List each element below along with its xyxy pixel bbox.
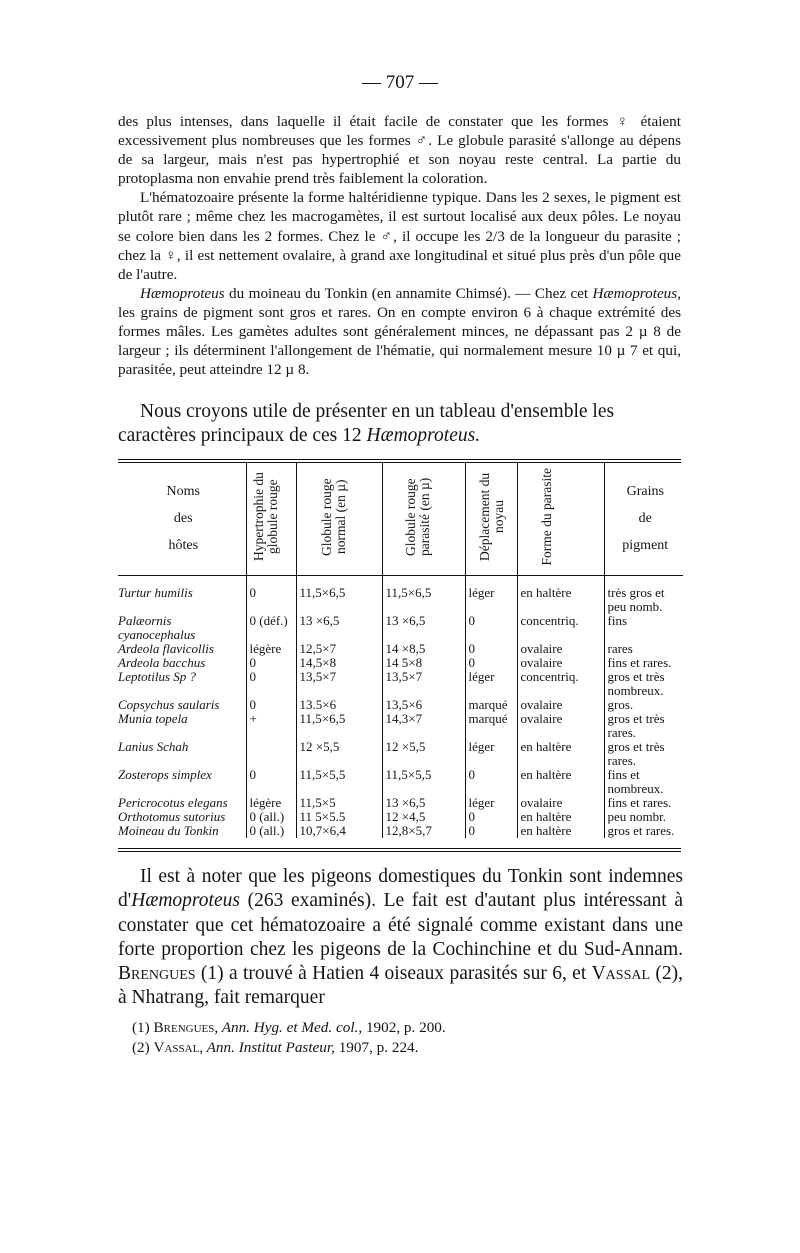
- pigment-grains-cell: gros et très rares.: [604, 740, 683, 768]
- nucleus-displacement-cell: marqué: [465, 698, 517, 712]
- genus-name: Hæmoproteus: [140, 284, 225, 302]
- header-grains-line2: de: [638, 511, 652, 526]
- pigment-grains-cell: gros.: [604, 698, 683, 712]
- body-text-a: Il est à noter que les pigeons domestiques du Tonkin sont indemnes d': [118, 866, 683, 912]
- footnotes: [118, 1018, 683, 1057]
- table-row: [118, 740, 683, 768]
- table-intro: [118, 400, 681, 448]
- body-text-c: (1) a trouvé à Hatien 4 oiseaux parasités sur 6, et: [195, 963, 592, 985]
- pigment-grains-cell: gros et rares.: [604, 824, 683, 838]
- normal-size-cell: 12,5×7: [296, 642, 382, 656]
- pigment-grains-cell: très gros et peu nomb.: [604, 586, 683, 614]
- nucleus-displacement-cell: 0: [465, 768, 517, 796]
- normal-size-cell: 14,5×8: [296, 656, 382, 670]
- normal-size-cell: 11,5×6,5: [296, 586, 382, 614]
- parasited-size-cell: 14,3×7: [382, 712, 465, 740]
- parasite-shape-cell: en haltère: [517, 810, 604, 824]
- parasited-size-cell: 13,5×6: [382, 698, 465, 712]
- header-hypertrophy: [246, 462, 296, 576]
- table-row: [118, 698, 683, 712]
- hypertrophy-cell: 0 (all.): [246, 824, 296, 838]
- hypertrophy-cell: 0: [246, 656, 296, 670]
- host-name-cell: Munia topela: [118, 711, 188, 726]
- main-body-text: [118, 865, 683, 1011]
- header-parasited-label: Globule rouge parasité (en µ): [403, 477, 432, 557]
- pigment-grains-cell: fins: [604, 614, 683, 642]
- author-vassal: Vassal: [591, 963, 651, 985]
- paragraph-hematozoaire: L'hématozoaire présente la forme haltéridienne typique. Dans les 2 sexes, le pigment est plutôt rare ; même chez les macrogamètes, il est surtout localisé aux deux pôles. Le noyau se colore bien dans les 2 formes. Chez le ♂, il occupe les 2/3 de la longueur du parasite ; chez la ♀, il est nettement ovalaire, à grand axe longitudinal et situé plus près d'un pôle que de l'autre.: [118, 189, 681, 283]
- intro-text: Nous croyons utile de présenter en un tableau d'ensemble les caractères principaux de ces 12: [118, 401, 615, 446]
- footnote-2-number: (2): [132, 1038, 154, 1056]
- parasite-shape-cell: ovalaire: [517, 698, 604, 712]
- parasite-shape-cell: en haltère: [517, 740, 604, 768]
- table-row: [118, 586, 683, 614]
- hypertrophy-cell: +: [246, 712, 296, 740]
- normal-size-cell: 11,5×5: [296, 796, 382, 810]
- normal-size-cell: 13,5×7: [296, 670, 382, 698]
- table-row: [118, 656, 683, 670]
- parasited-size-cell: 14 5×8: [382, 656, 465, 670]
- header-grains-line1: Grains: [626, 484, 664, 499]
- pigment-grains-cell: rares: [604, 642, 683, 656]
- footnote-2: [118, 1038, 683, 1058]
- pigment-grains-cell: peu nombr.: [604, 810, 683, 824]
- footnote-2-ref: 1907, p. 224.: [334, 1038, 419, 1056]
- pigment-grains-cell: fins et rares.: [604, 656, 683, 670]
- normal-size-cell: 13 ×6,5: [296, 614, 382, 642]
- table-row: [118, 712, 683, 740]
- table-row: [118, 810, 683, 824]
- header-grains: [604, 462, 683, 576]
- moineau-text-a: du moineau du Tonkin (en annamite Chimsé). — Chez cet: [224, 284, 593, 302]
- body-genus: Hæmoproteus: [131, 890, 240, 912]
- parasite-shape-cell: en haltère: [517, 768, 604, 796]
- normal-size-cell: 11 5×5.5: [296, 810, 382, 824]
- nucleus-displacement-cell: léger: [465, 740, 517, 768]
- parasite-shape-cell: ovalaire: [517, 796, 604, 810]
- host-name-cell: Palæornis cyanocephalus: [118, 613, 196, 642]
- header-normal-label: Globule rouge normal (en µ): [318, 478, 348, 556]
- footnote-1-number: (1): [132, 1019, 154, 1036]
- parasite-shape-cell: en haltère: [517, 586, 604, 614]
- header-shape-label: Forme du parasite: [539, 468, 554, 566]
- header-names-line1: Noms: [166, 484, 200, 499]
- paragraph-moineau: [118, 284, 681, 379]
- normal-size-cell: 11,5×6,5: [296, 712, 382, 740]
- normal-size-cell: 11,5×5,5: [296, 768, 382, 796]
- parasited-size-cell: 11,5×6,5: [382, 586, 465, 614]
- nucleus-displacement-cell: 0: [465, 810, 517, 824]
- nucleus-displacement-cell: léger: [465, 586, 517, 614]
- paragraph-formes: des plus intenses, dans laquelle il était facile de constater que les formes ♀ étaient excessivement plus nombreuses que les formes ♂. Le globule parasité s'allonge au dépens de sa largeur, mais n'est pas hypertrophié et son noyau reste central. La partie du protoplasma non envahie prend très faiblement la coloration.: [118, 113, 681, 188]
- hypertrophy-cell: 0: [246, 670, 296, 698]
- nucleus-displacement-cell: marqué: [465, 712, 517, 740]
- pigment-grains-cell: gros et très nombreux.: [604, 670, 683, 698]
- host-name-cell: Ardeola flavicollis: [118, 641, 214, 656]
- hypertrophy-cell: 0: [246, 768, 296, 796]
- parasite-shape-cell: concentriq.: [517, 614, 604, 642]
- table-header-row: [118, 462, 683, 576]
- header-displacement-label: Déplacement du noyau: [476, 472, 506, 562]
- table-top-rule: [118, 459, 681, 460]
- parasited-size-cell: 12 ×4,5: [382, 810, 465, 824]
- host-name-cell: Lanius Schah: [118, 739, 189, 754]
- table-body: [118, 576, 683, 839]
- body-text-b: (263 examinés). Le fait est d'autant plus intéressant à constater que cet hématozoaire a été signalé comme existant dans une forte proportion chez les pigeons de la Cochinchine et du Sud-Annam.: [118, 890, 683, 960]
- footnote-1-journal: Ann. Hyg. et Med. col.,: [218, 1019, 363, 1036]
- host-name-cell: Orthotomus sutorius: [118, 809, 226, 824]
- footnote-1-ref: 1902, p. 200.: [362, 1019, 446, 1036]
- header-hypertrophy-label: Hypertrophie du globule rouge: [250, 472, 280, 562]
- footnote-1-author: Brengues,: [153, 1019, 219, 1036]
- hypertrophy-cell: légère: [246, 642, 296, 656]
- normal-size-cell: 13.5×6: [296, 698, 382, 712]
- page-number: — 707 —: [362, 72, 438, 93]
- parasited-size-cell: 13 ×6,5: [382, 796, 465, 810]
- host-name-cell: Turtur humilis: [118, 585, 193, 600]
- table-row: [118, 642, 683, 656]
- normal-size-cell: 12 ×5,5: [296, 740, 382, 768]
- parasite-shape-cell: ovalaire: [517, 656, 604, 670]
- nucleus-displacement-cell: 0: [465, 656, 517, 670]
- hypertrophy-cell: légère: [246, 796, 296, 810]
- table-bottom-rule: [118, 848, 681, 849]
- parasited-size-cell: 12,8×5,7: [382, 824, 465, 838]
- nucleus-displacement-cell: léger: [465, 796, 517, 810]
- hypertrophy-cell: [246, 740, 296, 768]
- hypertrophy-cell: 0: [246, 698, 296, 712]
- host-name-cell: Leptotilus Sp ?: [118, 669, 197, 684]
- parasited-size-cell: 14 ×8,5: [382, 642, 465, 656]
- hypertrophy-cell: 0 (déf.): [246, 614, 296, 642]
- pigment-grains-cell: fins et nombreux.: [604, 768, 683, 796]
- footnote-2-author: Vassal,: [153, 1038, 204, 1056]
- parasited-size-cell: 11,5×5,5: [382, 768, 465, 796]
- parasite-shape-cell: en haltère: [517, 824, 604, 838]
- host-name-cell: Moineau du Tonkin: [118, 823, 219, 838]
- author-brengues: Brengues: [118, 963, 196, 985]
- header-names-line2: des: [173, 511, 193, 526]
- parasite-shape-cell: ovalaire: [517, 642, 604, 656]
- hypertrophy-cell: 0: [246, 586, 296, 614]
- header-normal: [296, 462, 382, 576]
- pigment-grains-cell: gros et très rares.: [604, 712, 683, 740]
- header-shape: [517, 462, 604, 576]
- header-parasited: [382, 462, 465, 576]
- hosts-table: [118, 462, 683, 838]
- parasited-size-cell: 12 ×5,5: [382, 740, 465, 768]
- moineau-text-b: , les grains de pigment sont gros et rares. On en compte environ 6 à chaque extrémité des formes mâles. Les gamètes adultes sont généralement minces, ne dépassant pas 2 µ 8 de largeur ; ils déterminent l'allongement de l'hématie, qui normalement mesure 10 µ 7 et qui, parasitée, peut atteindre 12 µ 8.: [118, 284, 681, 379]
- header-displacement: [465, 462, 517, 576]
- header-grains-line3: pigment: [622, 538, 669, 553]
- hypertrophy-cell: 0 (all.): [246, 810, 296, 824]
- host-name-cell: Pericrocotus elegans: [118, 795, 228, 810]
- nucleus-displacement-cell: 0: [465, 824, 517, 838]
- nucleus-displacement-cell: 0: [465, 642, 517, 656]
- table-row: [118, 670, 683, 698]
- parasite-shape-cell: concentriq.: [517, 670, 604, 698]
- table-row: [118, 768, 683, 796]
- nucleus-displacement-cell: léger: [465, 670, 517, 698]
- pigment-grains-cell: fins et rares.: [604, 796, 683, 810]
- table-bottom-rule-2: [118, 851, 681, 852]
- parasited-size-cell: 13 ×6,5: [382, 614, 465, 642]
- intro-genus: Hæmoproteus.: [366, 425, 481, 446]
- genus-name-2: Hæmoproteus: [592, 284, 678, 302]
- table-row: [118, 824, 683, 838]
- header-names: [118, 462, 246, 576]
- nucleus-displacement-cell: 0: [465, 614, 517, 642]
- top-text-block: [118, 112, 681, 379]
- table-row: [118, 796, 683, 810]
- paragraph-pigeons: [118, 865, 683, 1011]
- table-row: [118, 614, 683, 642]
- host-name-cell: Ardeola bacchus: [118, 655, 206, 670]
- normal-size-cell: 10,7×6,4: [296, 824, 382, 838]
- parasited-size-cell: 13,5×7: [382, 670, 465, 698]
- host-name-cell: Copsychus saularis: [118, 697, 220, 712]
- footnote-1: [118, 1018, 683, 1038]
- header-names-line3: hôtes: [168, 538, 199, 553]
- footnote-2-journal: Ann. Institut Pasteur,: [203, 1038, 335, 1056]
- body-text-d: (2), à Nhatrang, fait remarquer: [118, 963, 683, 1009]
- parasite-shape-cell: ovalaire: [517, 712, 604, 740]
- host-name-cell: Zosterops simplex: [118, 767, 212, 782]
